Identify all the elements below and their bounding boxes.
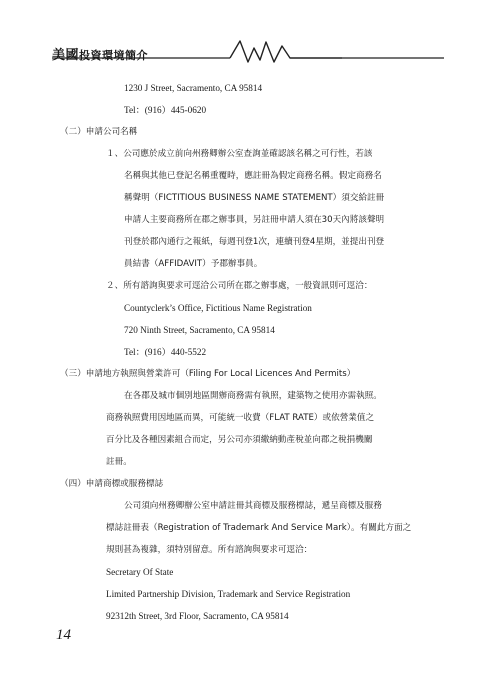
text-line: 商務執照費用因地區而異，可能統一收費（FLAT RATE）或依營業值之 [106,413,375,423]
running-header [52,36,444,66]
text-line: 員結書（AFFIDAVIT）予郡辦事員。 [124,259,263,269]
header-title-sub: 投資環境簡介 [79,49,149,62]
text-line: 規則甚為複雜，須特別留意。所有諮詢與要求可逕洽： [106,545,313,555]
text-line: 1230 J Street, Sacramento, CA 95814 [124,83,263,93]
text-line: 名稱與其他已登記名稱重覆時，應註冊為假定商務名稱。假定商務名 [124,171,382,181]
text-line: Tel：(916）445-0620 [124,105,207,115]
text-line: Countyclerk’s Office, Fictitious Name Registration [124,303,312,313]
text-line: 720 Ninth Street, Sacramento, CA 95814 [124,325,275,335]
text-line: （二）申請公司名稱 [60,127,138,137]
text-line: （四）申請商標或服務標誌 [60,479,164,489]
text-line: 公司須向州務卿辦公室申請註冊其商標及服務標誌，遞呈商標及服務 [124,501,382,511]
text-line: ２、所有諮詢與要求可逕洽公司所在郡之辦事處，一般資訊則可逕洽： [106,281,373,291]
text-line: 標誌註冊表（Registration of Trademark And Service Mark）。有關此方面之 [106,523,412,533]
text-line: 在各郡及城市個別地區開辦商務需有執照，建築物之使用亦需執照。 [124,391,382,401]
text-line: 百分比及各種因素組合而定，另公司亦須繳納動產稅並向郡之稅捐機關 [106,435,373,445]
text-line: 註冊。 [106,457,132,467]
header-title-main: 美國 [52,48,80,63]
header-title [52,44,148,63]
text-line: Secretary Of State [106,567,174,577]
text-line: （三）申請地方執照與營業許可（Filing For Local Licences And Permits） [60,369,356,379]
text-line: 申請人主要商務所在郡之辦事員，另註冊申請人須在30天內將該聲明 [124,215,385,225]
text-line: Limited Partnership Division, Trademark and Service Registration [106,589,351,599]
text-line: Tel：(916）440-5522 [124,347,207,357]
text-line: 稱聲明（FICTITIOUS BUSINESS NAME STATEMENT）須交給註冊 [124,193,385,203]
page-number: 14 [56,627,71,643]
text-line: 刊登於郡內通行之報紙，每週刊登1次，連續刊登4星期，並提出刊登 [124,237,385,247]
text-line: １、公司應於成立前向州務卿辦公室查詢並確認該名稱之可行性，若該 [106,149,373,159]
text-line: 92312th Street, 3rd Floor, Sacramento, CA 95814 [106,611,289,621]
